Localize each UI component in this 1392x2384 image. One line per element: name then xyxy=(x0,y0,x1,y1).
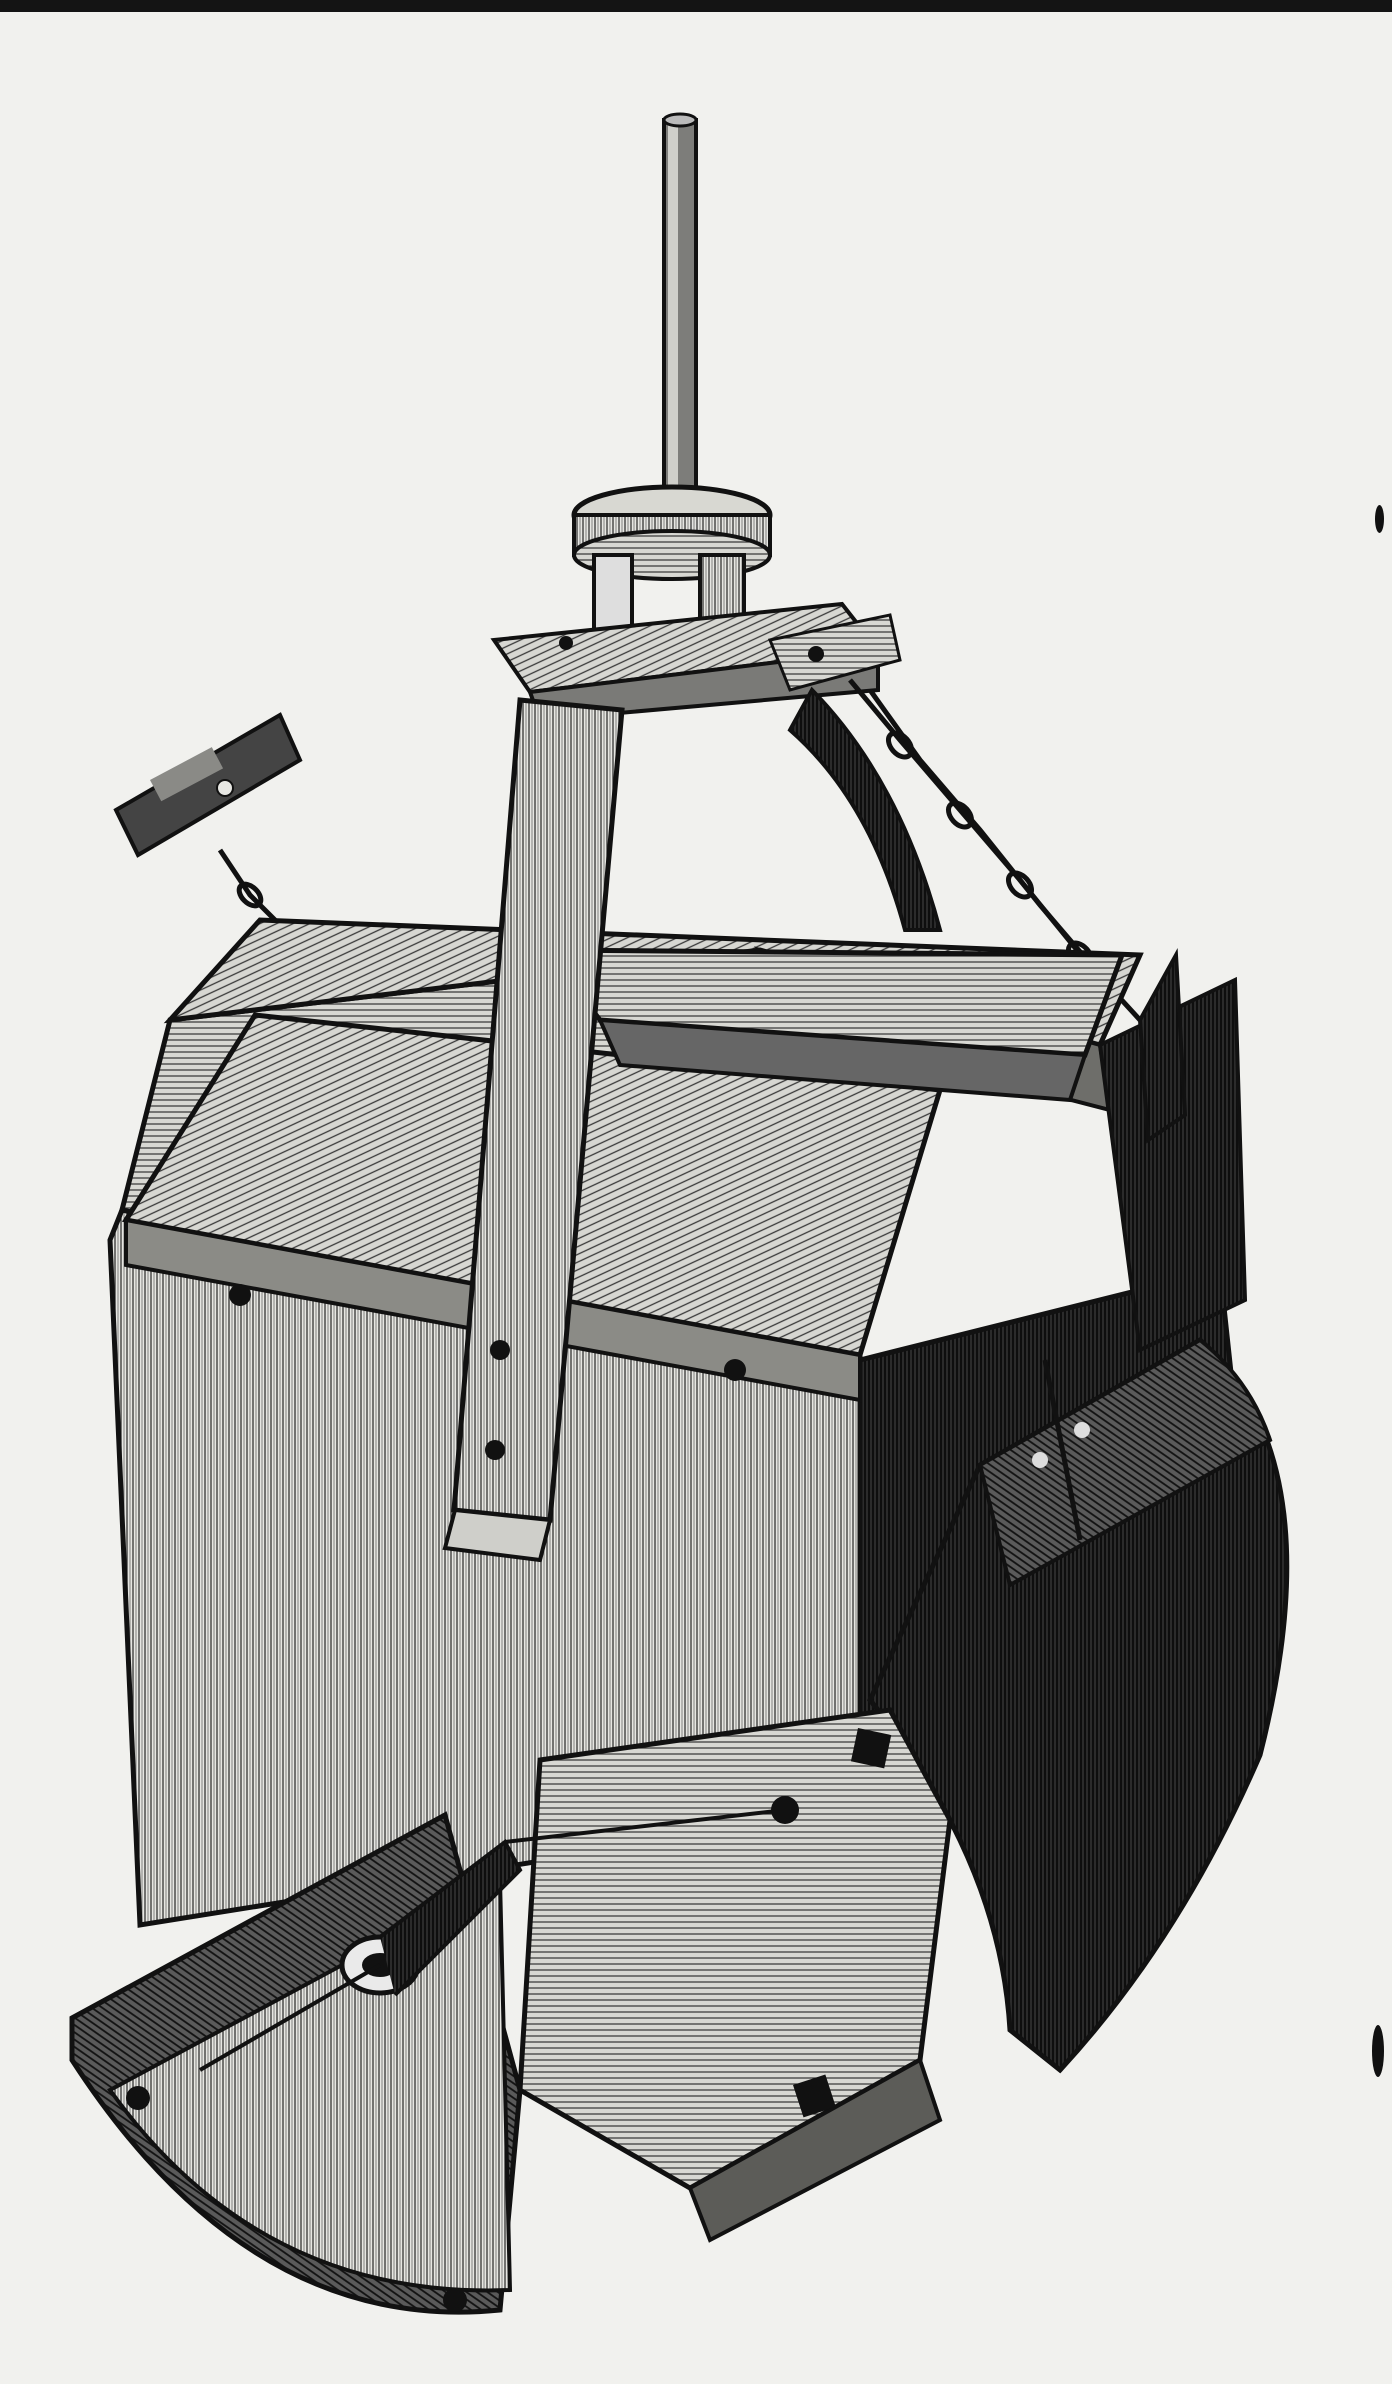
left-tag xyxy=(116,715,300,855)
lower-side-plate xyxy=(520,1710,950,2240)
lifting-rod xyxy=(664,114,696,520)
edge-mark xyxy=(1375,505,1384,533)
right-support-arm xyxy=(790,690,940,930)
edge-mark xyxy=(1372,2025,1384,2077)
